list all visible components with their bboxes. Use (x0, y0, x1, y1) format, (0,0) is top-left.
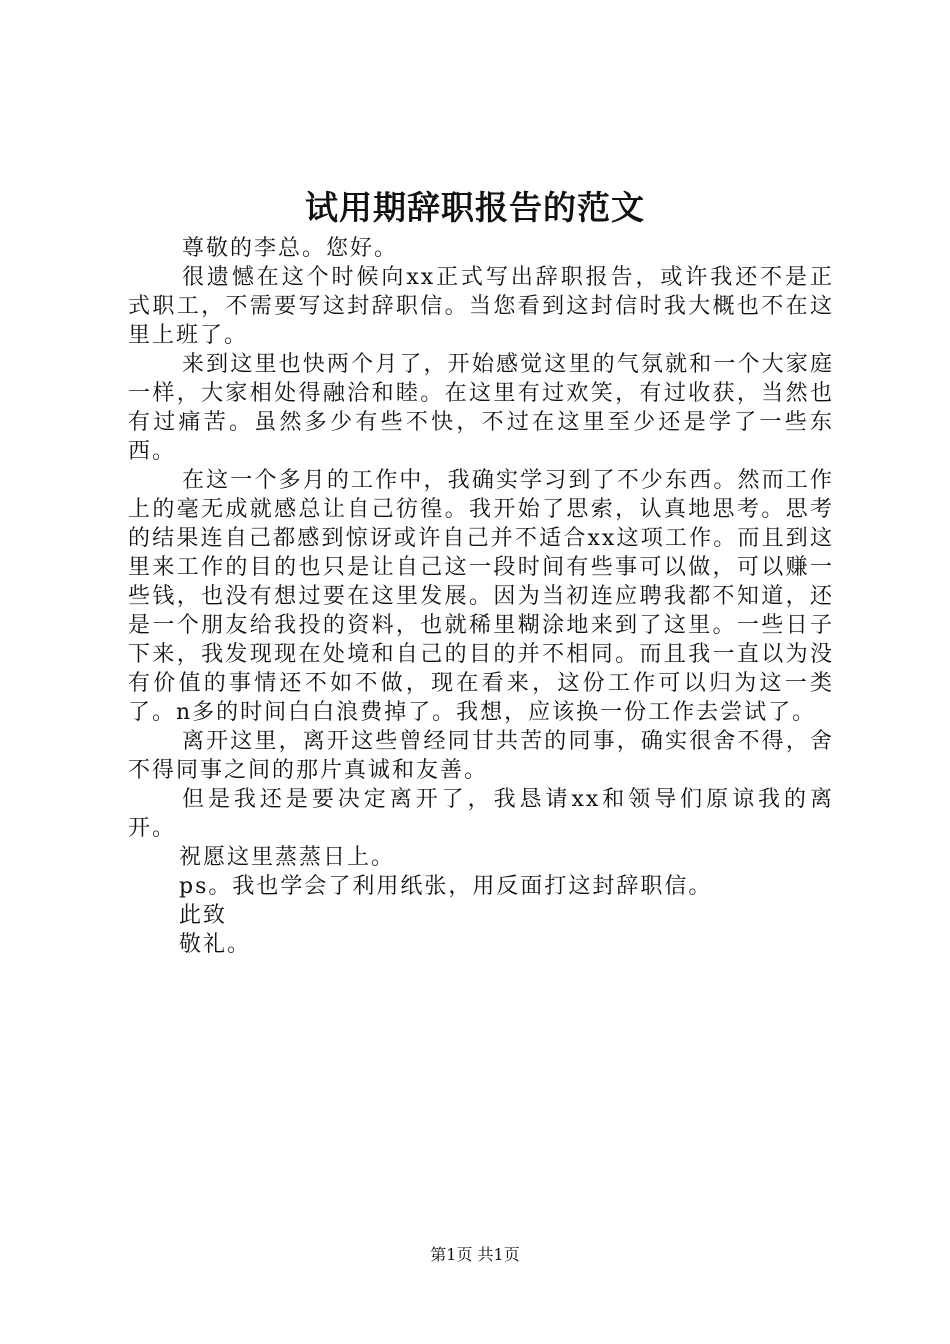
paragraph-ps: ps。我也学会了利用纸张，用反面打这封辞职信。 (179, 874, 713, 899)
paragraph-experience: 来到这里也快两个月了，开始感觉这里的气氛就和一个大家庭一样，大家相处得融洽和睦。在这里有过欢笑，有过收获，当然也有过痛苦。虽然多少有些不快，不过在这里至少还是学了一些东西。 (128, 352, 834, 464)
paragraph-farewell: 离开这里，离开这些曾经同甘共苦的同事，确实很舍不得，舍不得同事之间的那片真诚和友善。 (128, 729, 834, 783)
paragraph-intro: 很遗憾在这个时候向xx正式写出辞职报告，或许我还不是正式职工，不需要写这封辞职信。当您看到这封信时我大概也不在这里上班了。 (128, 265, 834, 348)
salutation: 尊敬的李总。您好。 (182, 236, 399, 261)
document-title: 试用期辞职报告的范文 (305, 188, 645, 227)
document-body (128, 234, 834, 959)
paragraph-decision: 但是我还是要决定离开了，我恳请xx和领导们原谅我的离开。 (128, 787, 834, 841)
closing-line: 此致 (179, 903, 228, 928)
page-footer: 第1页 共1页 (430, 1245, 520, 1264)
closing-regards: 敬礼。 (179, 932, 252, 957)
paragraph-wishes: 祝愿这里蒸蒸日上。 (179, 845, 396, 870)
paragraph-reflection: 在这一个多月的工作中，我确实学习到了不少东西。然而工作上的毫无成就感总让自己彷徨。我开始了思索，认真地思考。思考的结果连自己都感到惊讶或许自己并不适合xx这项工作。而且到这里来工作的目的也只是让自己这一段时间有些事可以做，可以赚一些钱，也没有想过要在这里发展。因为当初连应聘我都不知道，还是一个朋友给我投的资料，也就稀里糊涂地来到了这里。一些日子下来，我发现现在处境和自己的目的并不相同。而且我一直以为没有价值的事情还不如不做，现在看来，这份工作可以归为这一类了。n多的时间白白浪费掉了。我想，应该换一份工作去尝试了。 (128, 468, 834, 725)
